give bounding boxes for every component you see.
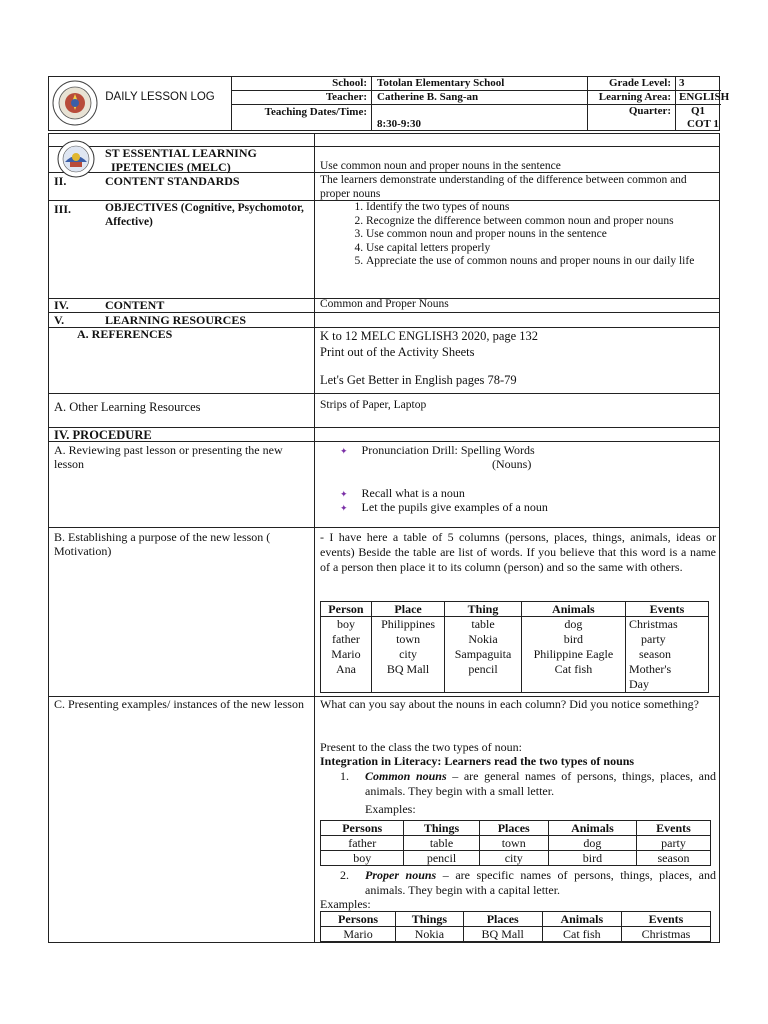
grade-level: 3 (675, 77, 721, 91)
table-cell: Philippines town city BQ Mall (371, 617, 444, 693)
logo-cell (49, 77, 232, 130)
other-resources-value: Strips of Paper, Laptop (320, 399, 427, 411)
proper-noun-definition: Proper nouns – are specific names of persons, things, places, and animals. They begin with a capital letter. (365, 868, 717, 897)
table-header: Events (622, 912, 711, 927)
table-cell: table Nokia Sampaguita pencil (445, 617, 522, 693)
table-row: Mario Nokia BQ Mall Cat fish Christmas (321, 927, 711, 942)
procedure-a-content: ✦ Pronunciation Drill: Spelling Words (Nouns) ✦ Recall what is a noun ✦ Let the pupils give examples of a noun (320, 443, 716, 515)
procedure-a-label: A. Reviewing past lesson or presenting the new lesson (54, 443, 283, 472)
table-row: father table town dog party (321, 836, 711, 851)
lesson-time: 8:30-9:30 (377, 118, 421, 130)
objectives-label: OBJECTIVES (Cognitive, Psychomotor, Affective) (105, 202, 304, 228)
table-header: Animals (548, 821, 636, 836)
content-label: CONTENT (105, 298, 165, 312)
school-label: School: (231, 77, 371, 91)
document-title: DAILY LESSON LOG (105, 91, 215, 103)
teacher-name: Catherine B. Sang-an (371, 91, 587, 105)
objective-item: 4. Use capital letters properly (366, 242, 716, 256)
examples-label: Examples: (365, 802, 416, 816)
learning-area-label: Learning Area: (587, 91, 675, 105)
table-header: Place (371, 602, 444, 617)
diamond-bullet-icon: ✦ (340, 446, 348, 456)
melc-title: ST ESSENTIAL LEARNING IPETENCIES (MELC) (105, 146, 257, 175)
school-name: Totolan Elementary School (371, 77, 587, 91)
table-cell: boy father Mario Ana (321, 617, 372, 693)
content-standards-num: II. (54, 174, 67, 188)
table-header: Things (404, 821, 479, 836)
table-cell: Christmas party season Mother's Day (626, 617, 709, 693)
references-value (320, 328, 716, 388)
procedure-c-integration: Integration in Literacy: Learners read the two types of nouns (320, 754, 635, 768)
table-header: Persons (321, 821, 404, 836)
resources-num: V. (54, 313, 65, 327)
other-resources-label: A. Other Learning Resources (54, 400, 201, 414)
quarter: Q1 (691, 105, 706, 117)
content-standards-value: The learners demonstrate understanding of the difference between common and proper nouns (320, 174, 687, 200)
table-header: Animals (521, 602, 625, 617)
dates-time-label: Teaching Dates/Time: (264, 106, 367, 118)
table-cell: dog bird Philippine Eagle Cat fish (521, 617, 625, 693)
bullet-row: ✦ Recall what is a noun (340, 485, 465, 500)
motivation-table (320, 601, 709, 693)
objectives-list (320, 201, 716, 269)
cot-label: COT 1 (687, 118, 719, 130)
common-noun-definition: Common nouns – are general names of persons, things, places, and animals. They begin with a small letter. (365, 769, 716, 798)
common-nouns-table (320, 820, 711, 866)
quarter-label: Quarter: (628, 105, 671, 117)
diamond-bullet-icon: ✦ (340, 503, 348, 514)
deped-seal-icon (57, 140, 95, 178)
column-divider (314, 134, 315, 942)
resources-label: LEARNING RESOURCES (105, 313, 247, 327)
objective-item: 1. Identify the two types of nouns (366, 201, 716, 215)
procedure-label: IV. PROCEDURE (54, 428, 152, 442)
header-values-2 (675, 77, 730, 130)
learning-area: ENGLISH (675, 91, 721, 105)
school-seal-icon (52, 80, 98, 126)
examples-label: Examples: (320, 897, 371, 911)
table-header: Thing (445, 602, 522, 617)
table-header: Places (479, 821, 548, 836)
objective-item: 3. Use common noun and proper nouns in the sentence (366, 228, 716, 242)
content-num: IV. (54, 298, 69, 312)
procedure-c-present: Present to the class the two types of noun: (320, 740, 522, 754)
procedure-c-question: What can you say about the nouns in each column? Did you notice something? (320, 697, 699, 711)
header-labels (231, 77, 372, 130)
table-header: Things (396, 912, 464, 927)
table-row: boy pencil city bird season (321, 851, 711, 866)
objectives-num: III. (54, 202, 72, 216)
diamond-bullet-icon: ✦ (340, 488, 348, 499)
proper-nouns-table (320, 911, 711, 942)
table-header: Places (463, 912, 542, 927)
table-header: Events (626, 602, 709, 617)
table-header: Persons (321, 912, 396, 927)
reference-line: Let's Get Better in English pages 78-79 (320, 373, 517, 387)
objective-item: 2. Recognize the difference between common noun and proper nouns (366, 215, 716, 229)
procedure-b-label: B. Establishing a purpose of the new lesson ( Motivation) (54, 530, 271, 559)
reference-line: Print out of the Activity Sheets (320, 345, 475, 359)
procedure-c-label: C. Presenting examples/ instances of the new lesson (54, 697, 304, 711)
header-values (371, 77, 588, 130)
bullet-row: ✦ Pronunciation Drill: Spelling Words (340, 443, 535, 457)
reference-line: K to 12 MELC ENGLISH3 2020, page 132 (320, 329, 539, 343)
content-value: Common and Proper Nouns (320, 298, 449, 310)
bullet-row: ✦ Let the pupils give examples of a noun (340, 500, 548, 515)
objective-item: 5. Appreciate the use of common nouns and proper nouns in our daily life (366, 255, 716, 269)
list-number: 2. (340, 868, 349, 882)
table-header: Events (637, 821, 711, 836)
teacher-label: Teacher: (231, 91, 371, 105)
table-header: Person (321, 602, 372, 617)
melc-value: Use common noun and proper nouns in the sentence (320, 160, 561, 172)
lesson-log-header (48, 76, 730, 131)
lesson-log-table (48, 133, 720, 943)
references-label: A. REFERENCES (77, 327, 173, 341)
grade-level-label: Grade Level: (587, 77, 675, 91)
table-header: Animals (542, 912, 621, 927)
procedure-b-text: - I have here a table of 5 columns (persons, places, things, animals, ideas or events) Beside the table are list of words. If you believe that this word is a name of a person then place it to its column (person) and so the same with others. (320, 530, 716, 574)
content-standards-label: CONTENT STANDARDS (105, 174, 240, 188)
header-labels-2 (587, 77, 676, 130)
list-number: 1. (340, 769, 349, 783)
